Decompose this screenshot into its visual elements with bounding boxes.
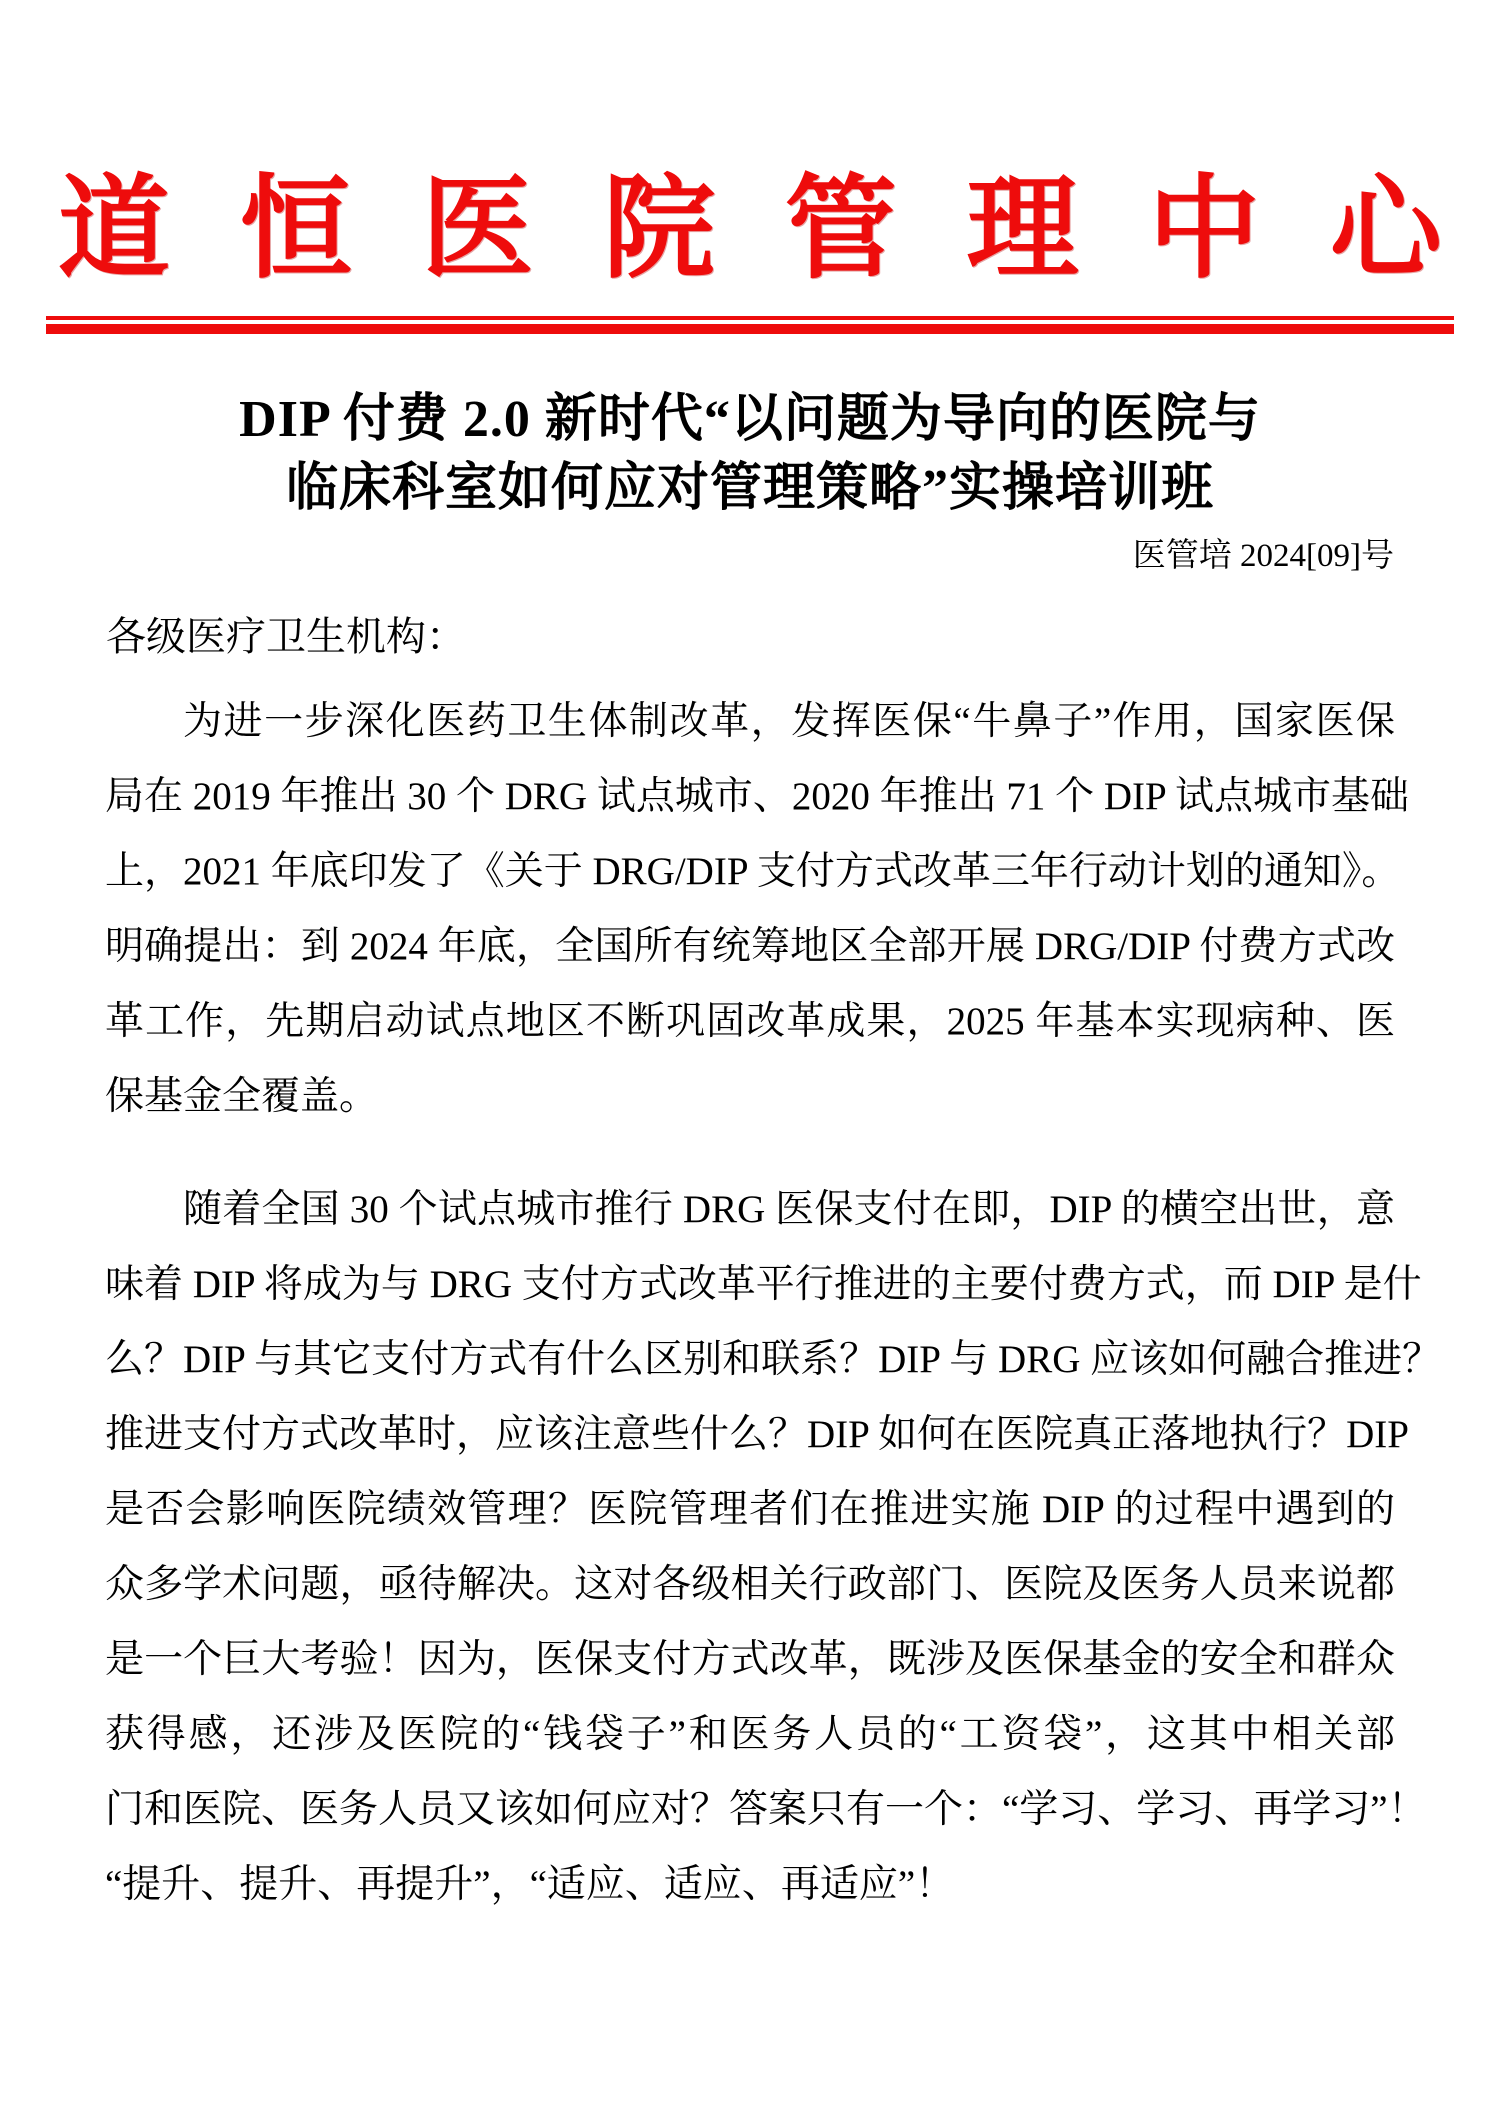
masthead-char: 医: [421, 165, 534, 291]
letterhead-rule: [46, 316, 1454, 334]
masthead-char: 理: [966, 165, 1079, 291]
body-line: “提升、提升、再提升”，“适应、适应、再适应”！: [105, 1862, 955, 1906]
body-line: 么？DIP 与其它支付方式有什么区别和联系？DIP 与 DRG 应该如何融合推进？: [105, 1337, 1442, 1381]
page-title: [0, 386, 1500, 523]
page-title-line-2: 临床科室如何应对管理策略”实操培训班: [285, 459, 1214, 517]
masthead-char: 院: [603, 165, 716, 291]
masthead-char: 管: [784, 165, 897, 291]
letterhead-rule-thin: [46, 316, 1454, 320]
body-line: 是一个巨大考验！因为，医保支付方式改革，既涉及医保基金的安全和群众: [105, 1637, 1395, 1681]
body-line: 味着 DIP 将成为与 DRG 支付方式改革平行推进的主要付费方式，而 DIP 是什: [105, 1262, 1422, 1306]
masthead-char: 中: [1148, 165, 1261, 291]
body-line: 局在 2019 年推出 30 个 DRG 试点城市、2020 年推出 71 个 DIP 试点城市基础: [105, 774, 1409, 818]
masthead-char: 道: [58, 165, 170, 291]
letterhead-rule-thick: [46, 324, 1454, 334]
body-paragraph-2: [105, 1172, 1442, 1922]
page-title-line-1: DIP 付费 2.0 新时代“以问题为导向的医院与: [239, 391, 1261, 448]
document-body: [0, 684, 1500, 1922]
body-line: 革工作，先期启动试点地区不断巩固改革成果，2025 年基本实现病种、医: [105, 999, 1395, 1043]
body-line: 随着全国 30 个试点城市推行 DRG 医保支付在即，DIP 的横空出世，意: [183, 1187, 1395, 1231]
body-line: 明确提出：到 2024 年底，全国所有统筹地区全部开展 DRG/DIP 付费方式改: [105, 924, 1395, 968]
doc-number: 医管培 2024[09]号: [1132, 538, 1394, 575]
body-line: 获得感，还涉及医院的“钱袋子”和医务人员的“工资袋”，这其中相关部: [105, 1712, 1395, 1756]
masthead-char: 恒: [239, 165, 352, 291]
masthead-char: 心: [1329, 165, 1442, 291]
body-line: 是否会影响医院绩效管理？医院管理者们在推进实施 DIP 的过程中遇到的: [105, 1487, 1395, 1531]
body-line: 保基金全覆盖。: [105, 1074, 379, 1118]
salutation: 各级医疗卫生机构：: [106, 613, 466, 659]
body-line: 推进支付方式改革时，应该注意些什么？DIP 如何在医院真正落地执行？DIP: [105, 1412, 1409, 1456]
body-line: 门和医院、医务人员又该如何应对？答案只有一个：“学习、学习、再学习”！: [105, 1787, 1427, 1831]
body-line: 上，2021 年底印发了《关于 DRG/DIP 支付方式改革三年行动计划的通知》。: [105, 849, 1401, 893]
org-masthead: [0, 160, 1500, 290]
body-paragraph-1: [105, 684, 1409, 1134]
body-line: 为进一步深化医药卫生体制改革，发挥医保“牛鼻子”作用，国家医保: [183, 699, 1395, 743]
body-line: 众多学术问题，亟待解决。这对各级相关行政部门、医院及医务人员来说都: [105, 1562, 1395, 1606]
